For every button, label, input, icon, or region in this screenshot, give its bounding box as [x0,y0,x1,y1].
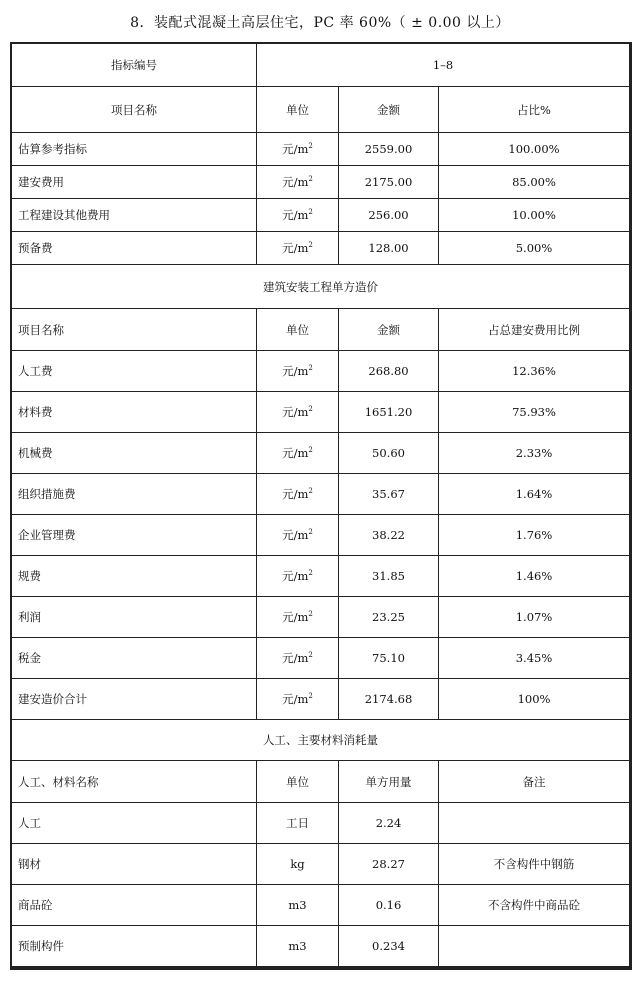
unit-superscript: 2 [308,241,313,250]
table-row [12,597,630,638]
material-name: 预制构件 [12,926,257,967]
item-ratio: 1.46% [439,556,630,597]
item-ratio: 2.33% [439,433,630,474]
unit-text: 元/m [282,569,309,583]
item-amount: 2174.68 [339,679,439,720]
ratio-header: 占比% [439,87,630,133]
amount-header: 金额 [339,87,439,133]
item-ratio: 85.00% [439,166,630,199]
section2-heading: 建筑安装工程单方造价 [12,265,630,309]
unit-cell [257,515,339,556]
ratio-header: 占总建安费用比例 [439,309,630,351]
unit-cell [257,679,339,720]
item-name: 利润 [12,597,257,638]
unit-cell [257,433,339,474]
item-amount: 256.00 [339,199,439,232]
item-amount: 2175.00 [339,166,439,199]
section3-heading-row [12,720,630,761]
item-amount: 268.80 [339,351,439,392]
table-row [12,803,630,844]
note-header: 备注 [439,761,630,803]
unit-superscript: 2 [308,692,313,701]
item-amount: 38.22 [339,515,439,556]
unit-superscript: 2 [308,446,313,455]
material-unit: m3 [257,885,339,926]
item-name: 估算参考指标 [12,133,257,166]
material-name: 人工 [12,803,257,844]
table-row [12,351,630,392]
index-number-value: 1–8 [257,44,630,87]
item-ratio: 3.45% [439,638,630,679]
material-name: 钢材 [12,844,257,885]
unit-cell [257,199,339,232]
table-row [12,679,630,720]
unit-cell [257,392,339,433]
unit-cell [257,638,339,679]
section3-heading: 人工、主要材料消耗量 [12,720,630,761]
item-name: 机械费 [12,433,257,474]
amount-header: 金额 [339,309,439,351]
unit-superscript: 2 [308,364,313,373]
unit-text: 元/m [282,142,309,156]
material-quantity: 2.24 [339,803,439,844]
material-unit: m3 [257,926,339,967]
table-row [12,392,630,433]
unit-text: 元/m [282,175,309,189]
unit-superscript: 2 [308,569,313,578]
item-ratio: 10.00% [439,199,630,232]
material-quantity: 0.16 [339,885,439,926]
item-ratio: 12.36% [439,351,630,392]
table-row [12,885,630,926]
cost-index-table [11,43,630,968]
unit-superscript: 2 [308,610,313,619]
table-row [12,926,630,967]
unit-text: 元/m [282,487,309,501]
item-amount: 50.60 [339,433,439,474]
table-row [12,433,630,474]
index-number-label: 指标编号 [12,44,257,87]
unit-text: 元/m [282,208,309,222]
unit-cell [257,166,339,199]
unit-superscript: 2 [308,651,313,660]
material-unit: kg [257,844,339,885]
item-ratio: 1.64% [439,474,630,515]
section1-header-row [12,87,630,133]
unit-cell [257,232,339,265]
unit-text: 元/m [282,364,309,378]
item-name: 建安造价合计 [12,679,257,720]
item-name: 预备费 [12,232,257,265]
material-note [439,803,630,844]
table-row [12,232,630,265]
item-name: 工程建设其他费用 [12,199,257,232]
item-amount: 23.25 [339,597,439,638]
item-name: 材料费 [12,392,257,433]
unit-superscript: 2 [308,405,313,414]
unit-text: 元/m [282,241,309,255]
item-amount: 75.10 [339,638,439,679]
unit-header: 单位 [257,309,339,351]
table-row [12,133,630,166]
item-amount: 128.00 [339,232,439,265]
unit-text: 元/m [282,610,309,624]
index-number-row [12,44,630,87]
material-unit: 工日 [257,803,339,844]
unit-superscript: 2 [308,528,313,537]
item-ratio: 100.00% [439,133,630,166]
unit-cell [257,597,339,638]
section2-heading-row [12,265,630,309]
unit-cell [257,133,339,166]
table-row [12,556,630,597]
section2-header-row [12,309,630,351]
item-name: 企业管理费 [12,515,257,556]
table-row [12,638,630,679]
unit-superscript: 2 [308,487,313,496]
material-quantity: 28.27 [339,844,439,885]
item-ratio: 75.93% [439,392,630,433]
item-name: 税金 [12,638,257,679]
unit-text: 元/m [282,405,309,419]
item-ratio: 100% [439,679,630,720]
unit-cell [257,351,339,392]
table-row [12,844,630,885]
material-note: 不含构件中钢筋 [439,844,630,885]
item-ratio: 1.07% [439,597,630,638]
item-name: 规费 [12,556,257,597]
document-title: 8．装配式混凝土高层住宅，PC 率 60%（ ± 0.00 以上） [130,15,510,31]
material-note: 不含构件中商品砼 [439,885,630,926]
item-amount: 1651.20 [339,392,439,433]
unit-text: 元/m [282,692,309,706]
item-name: 建安费用 [12,166,257,199]
item-amount: 35.67 [339,474,439,515]
unit-cell [257,556,339,597]
unit-text: 元/m [282,528,309,542]
unit-superscript: 2 [308,208,313,217]
table-row [12,166,630,199]
item-amount: 2559.00 [339,133,439,166]
section3-header-row [12,761,630,803]
material-name-header: 人工、材料名称 [12,761,257,803]
table-row [12,474,630,515]
unit-text: 元/m [282,651,309,665]
item-name: 组织措施费 [12,474,257,515]
project-name-header: 项目名称 [12,309,257,351]
unit-header: 单位 [257,87,339,133]
table-row [12,515,630,556]
unit-superscript: 2 [308,142,313,151]
material-quantity: 0.234 [339,926,439,967]
table-row [12,199,630,232]
item-ratio: 1.76% [439,515,630,556]
quantity-header: 单方用量 [339,761,439,803]
material-note [439,926,630,967]
unit-superscript: 2 [308,175,313,184]
item-name: 人工费 [12,351,257,392]
unit-cell [257,474,339,515]
project-name-header: 项目名称 [12,87,257,133]
unit-text: 元/m [282,446,309,460]
item-ratio: 5.00% [439,232,630,265]
material-name: 商品砼 [12,885,257,926]
unit-header: 单位 [257,761,339,803]
item-amount: 31.85 [339,556,439,597]
